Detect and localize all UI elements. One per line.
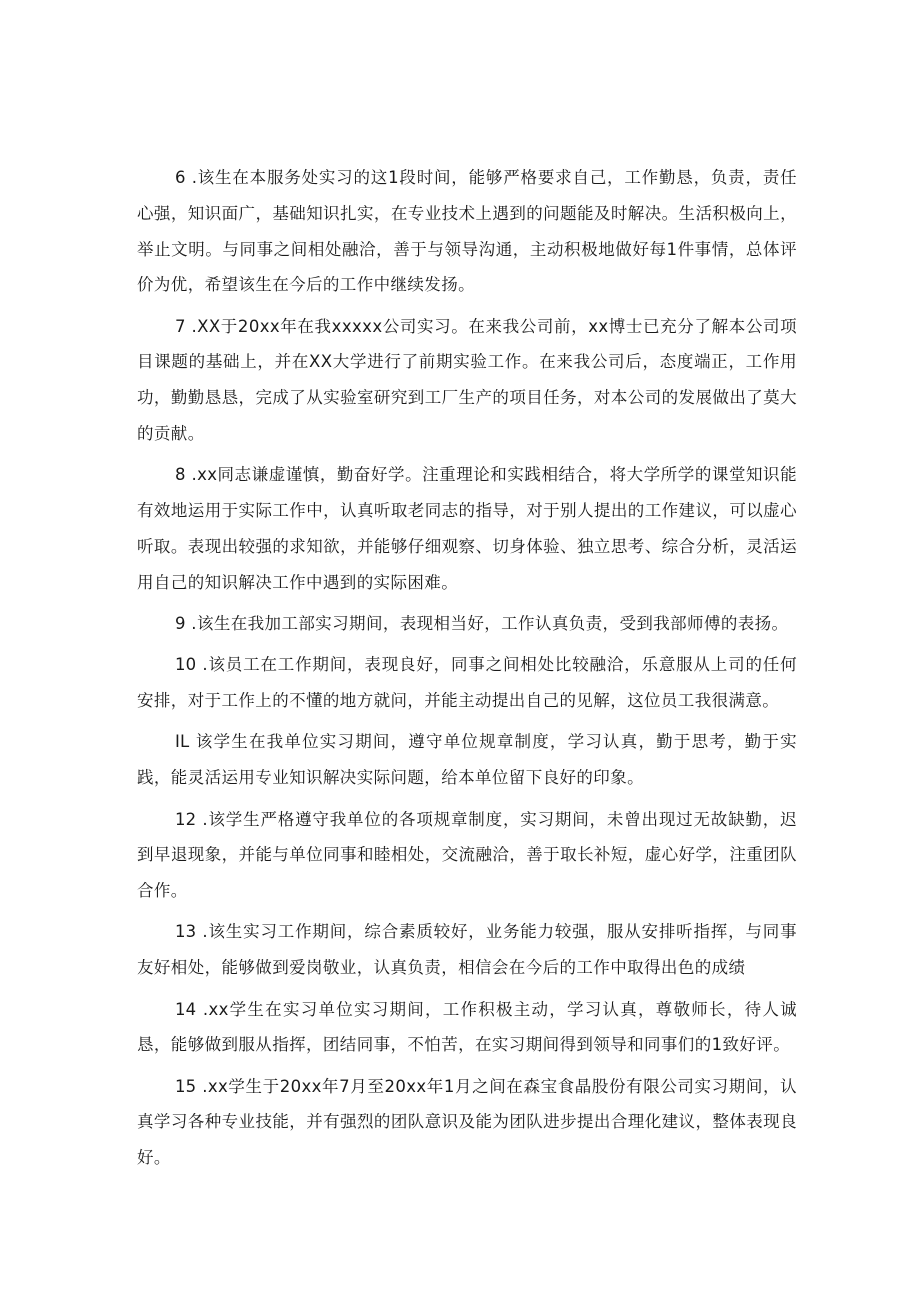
paragraph-number: IL xyxy=(174,732,190,752)
paragraph-number: 13 xyxy=(174,922,197,942)
document-body xyxy=(137,160,797,1182)
paragraph-text: .该员工在工作期间，表现良好，同事之间相处比较融洽，乐意服从上司的任何安排，对于工作上的不懂的地方就问，并能主动提出自己的见解，这位员工我很满意。 xyxy=(137,655,797,711)
paragraph-number: 12 xyxy=(174,809,197,829)
paragraph-number: 15 xyxy=(174,1076,197,1096)
paragraph-number: 9 xyxy=(174,614,186,634)
paragraph-8 xyxy=(137,457,797,600)
paragraph-13 xyxy=(137,914,797,986)
paragraph-6 xyxy=(137,160,797,303)
paragraph-11 xyxy=(137,724,797,796)
paragraph-text: .XX于20xx年在我xxxxx公司实习。在来我公司前，xx博士已充分了解本公司项目课题的基础上，并在XX大学进行了前期实验工作。在来我公司后，态度端正，工作用功，勤勤恳恳，完成了从实验室研究到工厂生产的项目任务，对本公司的发展做出了莫大的贡献。 xyxy=(137,316,797,444)
paragraph-text: .该学生严格遵守我单位的各项规章制度，实习期间，未曾出现过无故缺勤，迟到早退现象，并能与单位同事和睦相处，交流融洽，善于取长补短，虚心好学，注重团队合作。 xyxy=(137,809,797,901)
paragraph-text: 该学生在我单位实习期间，遵守单位规章制度，学习认真，勤于思考，勤于实践，能灵活运用专业知识解决实际问题，给本单位留下良好的印象。 xyxy=(137,732,797,788)
paragraph-12 xyxy=(137,802,797,909)
paragraph-15 xyxy=(137,1069,797,1176)
paragraph-number: 6 xyxy=(174,168,186,187)
paragraph-number: 10 xyxy=(174,655,197,675)
paragraph-text: .xx同志谦虚谨慎，勤奋好学。注重理论和实践相结合，将大学所学的课堂知识能有效地运用于实际工作中，认真听取老同志的指导，对于别人提出的工作建议，可以虚心听取。表现出较强的求知欲，并能够仔细观察、切身体验、独立思考、综合分析，灵活运用自己的知识解决工作中遇到的实际困难。 xyxy=(137,465,797,592)
paragraph-text: .该生实习工作期间，综合素质较好，业务能力较强，服从安排听指挥，与同事友好相处，能够做到爱岗敬业，认真负责，相信会在今后的工作中取得出色的成绩 xyxy=(137,922,797,978)
paragraph-text: .该生在本服务处实习的这1段时间，能够严格要求自己，工作勤恳，负责，责任心强，知识面广，基础知识扎实，在专业技术上遇到的问题能及时解决。生活积极向上，举止文明。与同事之间相处融洽，善于与领导沟通，主动积极地做好每1件事情，总体评价为优，希望该生在今后的工作中继续发扬。 xyxy=(137,168,797,295)
paragraph-10 xyxy=(137,647,797,719)
paragraph-9 xyxy=(137,606,797,642)
paragraph-text: .xx学生在实习单位实习期间，工作积极主动，学习认真，尊敬师长，待人诚恳，能够做到服从指挥，团结同事，不怕苦，在实习期间得到领导和同事们的1致好评。 xyxy=(137,999,797,1055)
paragraph-number: 14 xyxy=(174,999,197,1019)
paragraph-number: 7 xyxy=(174,316,186,336)
paragraph-7 xyxy=(137,309,797,452)
paragraph-number: 8 xyxy=(174,465,186,485)
paragraph-14 xyxy=(137,992,797,1064)
paragraph-text: .该生在我加工部实习期间，表现相当好，工作认真负责，受到我部师傅的表扬。 xyxy=(191,614,789,634)
paragraph-text: .xx学生于20xx年7月至20xx年1月之间在森宝食晶股份有限公司实习期间，认真学习各种专业技能，并有强烈的团队意识及能为团队进步提出合理化建议，整体表现良好。 xyxy=(137,1076,797,1168)
